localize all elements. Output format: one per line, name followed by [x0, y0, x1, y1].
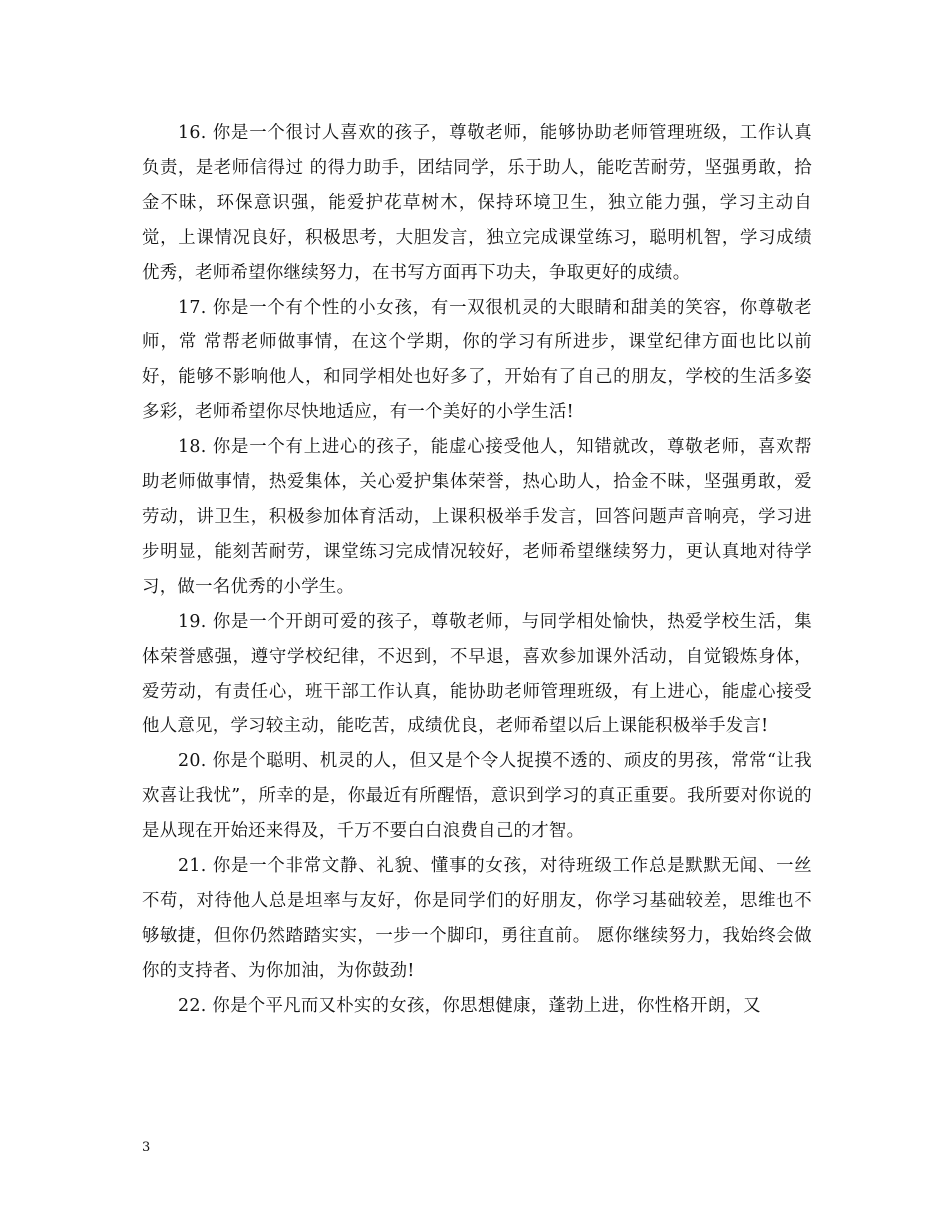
paragraph-17: 17. 你是一个有个性的小女孩，有一双很机灵的大眼睛和甜美的笑容，你尊敬老师，常 常帮老师做事情，在这个学期，你的学习有所进步，课堂纪律方面也比以前好，能够不影响他人，和同学相处也好多了，开始有了自己的朋友，学校的生活多姿多彩，老师希望你尽快地适应，有一个美好的小学生活!	[142, 297, 812, 423]
paragraph-18: 18. 你是一个有上进心的孩子，能虚心接受他人，知错就改，尊敬老师，喜欢帮助老师做事情，热爱集体，关心爱护集体荣誉，热心助人，拾金不昧，坚强勇敢，爱劳动，讲卫生，积极参加体育活动，上课积极举手发言，回答问题声音响亮，学习进步明显，能刻苦耐劳，课堂练习完成情况较好，老师希望继续努力，更认真地对待学习，做一名优秀的小学生。	[142, 437, 812, 597]
paragraph-16: 16. 你是一个很讨人喜欢的孩子，尊敬老师，能够协助老师管理班级，工作认真负责，是老师信得过 的得力助手，团结同学，乐于助人，能吃苦耐劳，坚强勇敢，拾金不昧，环保意识强，能爱护花草树木，保持环境卫生，独立能力强，学习主动自觉，上课情况良好，积极思考，大胆发言，独立完成课堂练习，聪明机智，学习成绩优秀，老师希望你继续努力，在书写方面再下功夫，争取更好的成绩。	[142, 123, 812, 283]
page-number: 3	[142, 1140, 151, 1155]
paragraph-20: 20. 你是个聪明、机灵的人，但又是个令人捉摸不透的、顽皮的男孩，常常“让我欢喜让我忧”，所幸的是，你最近有所醒悟，意识到学习的真正重要。我所要对你说的是从现在开始还来得及，千万不要白白浪费自己的才智。	[142, 751, 812, 842]
paragraph-19: 19. 你是一个开朗可爱的孩子，尊敬老师，与同学相处愉快，热爱学校生活，集体荣誉感强，遵守学校纪律，不迟到，不早退，喜欢参加课外活动，自觉锻炼身体，爱劳动，有责任心，班干部工作认真，能协助老师管理班级，有上进心，能虚心接受他人意见，学习较主动，能吃苦，成绩优良，老师希望以后上课能积极举手发言!	[142, 611, 812, 737]
document-body	[142, 116, 812, 1024]
paragraph-21: 21. 你是一个非常文静、礼貌、懂事的女孩，对待班级工作总是默默无闻、一丝不苟，对待他人总是坦率与友好，你是同学们的好朋友，你学习基础较差，思维也不够敏捷，但你仍然踏踏实实，一步一个脚印，勇往直前。 愿你继续努力，我始终会做你的支持者、为你加油，为你鼓劲!	[142, 856, 812, 981]
paragraph-22: 22. 你是个平凡而又朴实的女孩，你思想健康，蓬勃上进，你性格开朗，又	[178, 995, 761, 1016]
